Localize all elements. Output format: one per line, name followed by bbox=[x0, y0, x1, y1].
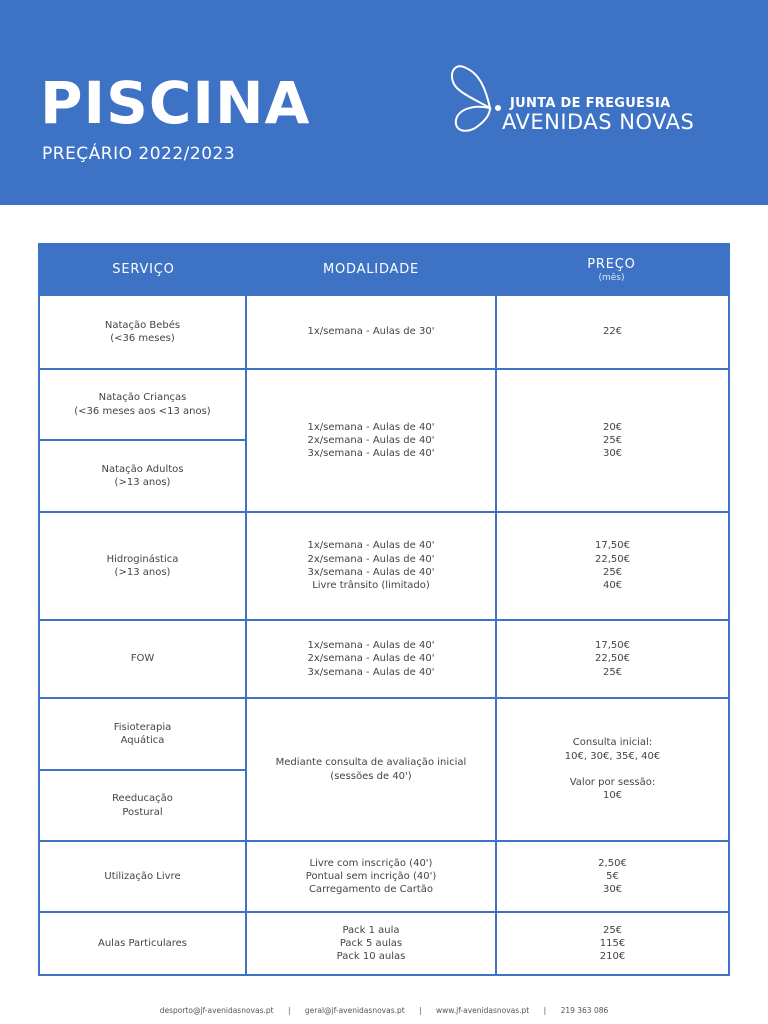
service-name: Utilização Livre bbox=[104, 870, 181, 882]
page-title: PISCINA bbox=[40, 69, 311, 137]
preco-cell bbox=[495, 840, 730, 913]
column-header-preco bbox=[495, 245, 728, 294]
modalidade-line: 3x/semana - Aulas de 40' bbox=[307, 567, 435, 578]
column-header-servico bbox=[40, 245, 247, 294]
preco-cell bbox=[495, 911, 730, 976]
modalidade-line: Pontual sem incrição (40') bbox=[305, 870, 437, 882]
service-detail: (<36 meses) bbox=[110, 333, 175, 344]
modalidade-line: Livre com inscrição (40') bbox=[309, 857, 433, 869]
preco-value: 5€ bbox=[606, 870, 619, 882]
preco-value: 25€ bbox=[602, 567, 623, 578]
preco-value: 17,50€ bbox=[595, 640, 630, 652]
footer-separator: | bbox=[287, 1006, 291, 1015]
service-detail: (<36 meses aos <13 anos) bbox=[74, 405, 211, 417]
preco-cell bbox=[495, 697, 730, 842]
column-header-modalidade-label: MODALIDADE bbox=[322, 262, 420, 277]
modalidade-cell bbox=[245, 619, 497, 699]
preco-value: Consulta inicial: bbox=[572, 737, 653, 749]
preco-value: 30€ bbox=[602, 448, 623, 460]
service-cell bbox=[38, 368, 247, 441]
price-table bbox=[38, 243, 730, 976]
preco-value: 25€ bbox=[602, 434, 623, 446]
modalidade-line: (sessões de 40') bbox=[330, 770, 412, 782]
email-link-geral[interactable]: geral@jf-avenidasnovas.pt bbox=[304, 1006, 405, 1015]
modalidade-line: 3x/semana - Aulas de 40' bbox=[307, 448, 435, 460]
modalidade-line: 1x/semana - Aulas de 40' bbox=[307, 640, 435, 652]
service-name: Aulas Particulares bbox=[98, 937, 187, 949]
column-header-preco-unit: (mês) bbox=[598, 272, 625, 283]
service-name: Natação Bebés bbox=[104, 319, 181, 331]
service-cell bbox=[38, 911, 247, 976]
website-link[interactable]: www.jf-avenidasnovas.pt bbox=[436, 1006, 530, 1015]
service-cell bbox=[38, 619, 247, 699]
preco-value: 30€ bbox=[602, 884, 623, 896]
preco-value: 115€ bbox=[599, 937, 626, 949]
modalidade-cell bbox=[245, 294, 497, 370]
service-name: FOW bbox=[130, 653, 155, 665]
service-cell bbox=[38, 697, 247, 771]
modalidade-cell bbox=[245, 511, 497, 621]
preco-value: 25€ bbox=[602, 924, 623, 936]
preco-value: 2,50€ bbox=[598, 857, 627, 869]
column-header-servico-label: SERVIÇO bbox=[112, 262, 175, 277]
preco-cell bbox=[495, 368, 730, 513]
service-name: Hidroginástica bbox=[106, 553, 179, 565]
preco-value: Valor por sessão: bbox=[569, 777, 656, 788]
service-detail: (>13 anos) bbox=[114, 567, 171, 578]
preco-cell bbox=[495, 619, 730, 699]
service-cell bbox=[38, 511, 247, 621]
modalidade-line: Pack 10 aulas bbox=[336, 951, 406, 963]
preco-cell bbox=[495, 511, 730, 621]
modalidade-cell bbox=[245, 368, 497, 513]
service-detail: Postural bbox=[122, 806, 163, 818]
service-detail: Aquática bbox=[120, 735, 165, 746]
modalidade-cell bbox=[245, 840, 497, 913]
logo-text-junta: JUNTA DE FREGUESIA bbox=[510, 96, 671, 111]
column-header-preco-label: PREÇO bbox=[587, 256, 636, 272]
modalidade-line: 2x/semana - Aulas de 40' bbox=[307, 653, 435, 665]
modalidade-line: Livre trânsito (limitado) bbox=[312, 580, 430, 592]
modalidade-line: 2x/semana - Aulas de 40' bbox=[307, 434, 435, 446]
header-banner bbox=[0, 0, 768, 205]
modalidade-line: Pack 1 aula bbox=[342, 924, 400, 936]
email-link-desporto[interactable]: desporto@jf-avenidasnovas.pt bbox=[159, 1006, 274, 1015]
preco-value: 22,50€ bbox=[595, 553, 630, 565]
page-subtitle: PREÇÁRIO 2022/2023 bbox=[42, 144, 236, 164]
modalidade-line: Mediante consulta de avaliação inicial bbox=[275, 757, 467, 769]
modalidade-cell bbox=[245, 911, 497, 976]
modalidade-line: 2x/semana - Aulas de 40' bbox=[307, 553, 435, 565]
preco-value: 22€ bbox=[602, 326, 623, 338]
preco-value: 25€ bbox=[602, 666, 623, 678]
preco-value: 10€, 30€, 35€, 40€ bbox=[564, 750, 661, 762]
preco-value: 40€ bbox=[602, 580, 623, 592]
service-name: Natação Adultos bbox=[101, 463, 184, 475]
modalidade-line: 3x/semana - Aulas de 40' bbox=[307, 666, 435, 678]
service-detail: (>13 anos) bbox=[114, 477, 171, 488]
service-name: Fisioterapia bbox=[113, 721, 172, 733]
preco-value: 20€ bbox=[602, 421, 623, 433]
modalidade-line: 1x/semana - Aulas de 40' bbox=[307, 421, 435, 433]
footer-separator: | bbox=[543, 1006, 547, 1015]
preco-value: 17,50€ bbox=[595, 540, 630, 552]
service-cell bbox=[38, 294, 247, 370]
modalidade-line: 1x/semana - Aulas de 40' bbox=[307, 540, 435, 552]
logo-text-avenidas: AVENIDAS NOVAS bbox=[502, 110, 695, 134]
service-name: Natação Crianças bbox=[98, 392, 187, 404]
column-header-modalidade bbox=[247, 245, 495, 294]
service-cell bbox=[38, 840, 247, 913]
service-cell bbox=[38, 769, 247, 842]
preco-value: 210€ bbox=[599, 951, 626, 963]
service-name: Reeducação bbox=[112, 793, 173, 805]
modalidade-cell bbox=[245, 697, 497, 842]
modalidade-line: 1x/semana - Aulas de 30' bbox=[307, 326, 435, 338]
modalidade-line: Carregamento de Cartão bbox=[308, 884, 434, 896]
footer-contacts bbox=[0, 1006, 768, 1015]
junta-logo bbox=[446, 60, 746, 140]
phone-number: 219 363 086 bbox=[560, 1006, 609, 1015]
modalidade-line: Pack 5 aulas bbox=[339, 937, 403, 949]
service-cell bbox=[38, 439, 247, 513]
footer-separator: | bbox=[419, 1006, 422, 1015]
preco-cell bbox=[495, 294, 730, 370]
preco-value: 22,50€ bbox=[595, 653, 630, 665]
preco-value: 10€ bbox=[602, 790, 623, 802]
